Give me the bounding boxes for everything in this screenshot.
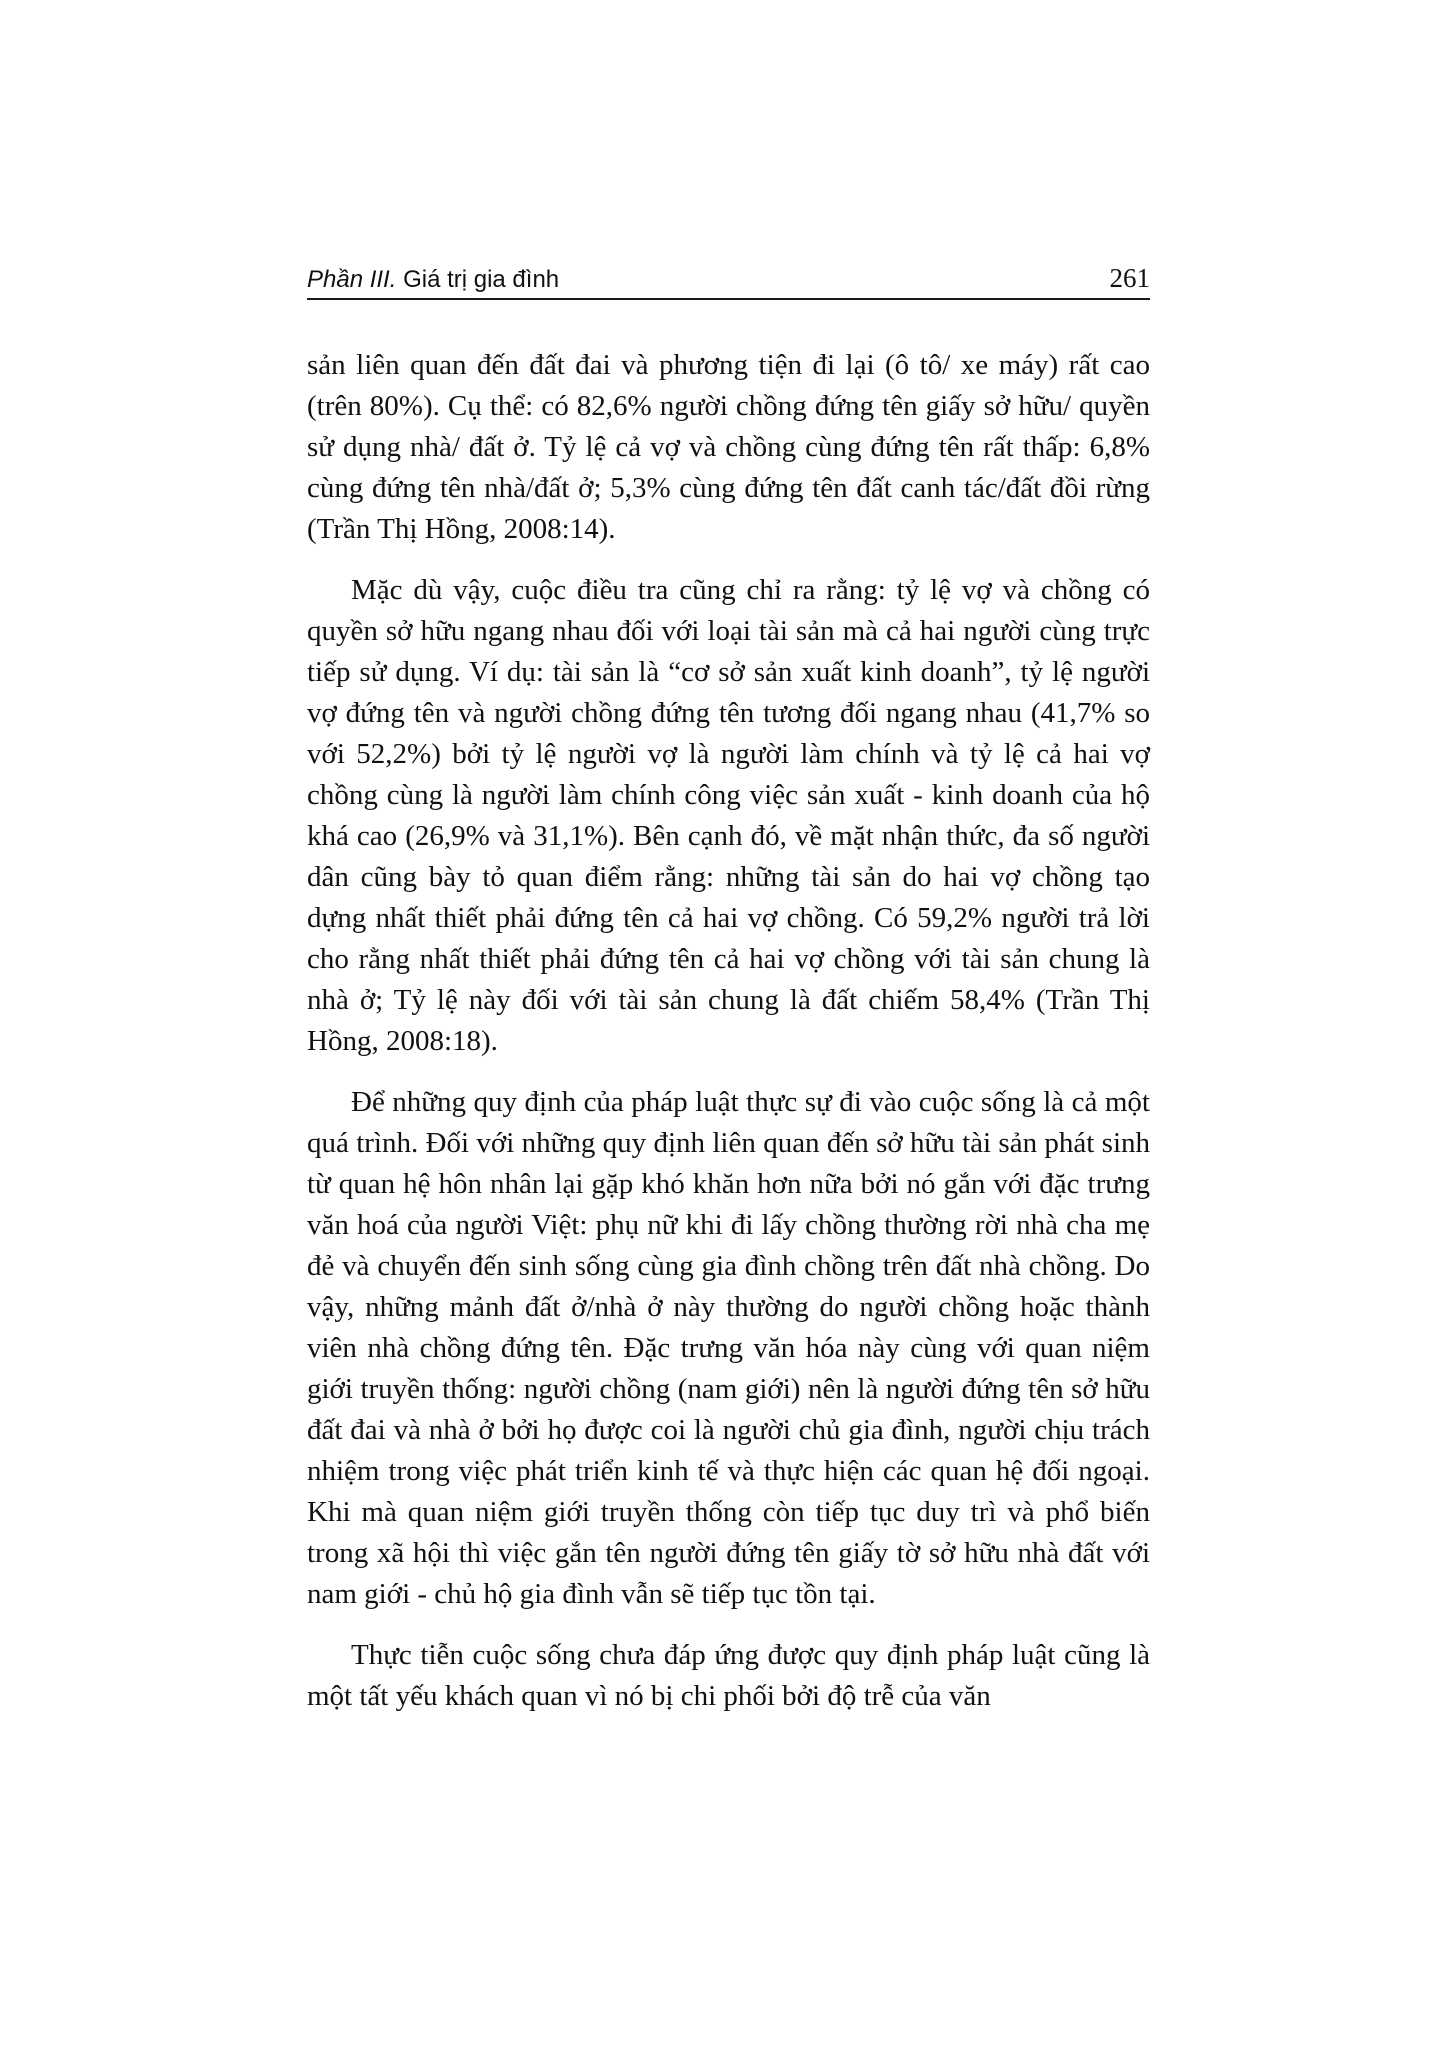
section-label: Phần III. bbox=[307, 266, 397, 293]
paragraph: Mặc dù vậy, cuộc điều tra cũng chỉ ra rằng: tỷ lệ vợ và chồng có quyền sở hữu ngang nhau đối với loại tài sản mà cả hai người cùng trực tiếp sử dụng. Ví dụ: tài sản là “cơ sở sản xuất kinh doanh”, tỷ lệ người vợ đứng tên và người chồng đứng tên tương đối ngang nhau (41,7% so với 52,2%) bởi tỷ lệ người vợ là người làm chính và tỷ lệ cả hai vợ chồng cùng là người làm chính công việc sản xuất - kinh doanh của hộ khá cao (26,9% và 31,1%). Bên cạnh đó, về mặt nhận thức, đa số người dân cũng bày tỏ quan điểm rằng: những tài sản do hai vợ chồng tạo dựng nhất thiết phải đứng tên cả hai vợ chồng. Có 59,2% người trả lời cho rằng nhất thiết phải đứng tên cả hai vợ chồng với tài sản chung là nhà ở; Tỷ lệ này đối với tài sản chung là đất chiếm 58,4% (Trần Thị Hồng, 2008:18). bbox=[307, 574, 1150, 1057]
page-number: 261 bbox=[1109, 263, 1150, 293]
section-title: Giá trị gia đình bbox=[403, 266, 560, 293]
paragraph: Để những quy định của pháp luật thực sự đi vào cuộc sống là cả một quá trình. Đối với những quy định liên quan đến sở hữu tài sản phát sinh từ quan hệ hôn nhân lại gặp khó khăn hơn nữa bởi nó gắn với đặc trưng văn hoá của người Việt: phụ nữ khi đi lấy chồng thường rời nhà cha mẹ đẻ và chuyển đến sinh sống cùng gia đình chồng trên đất nhà chồng. Do vậy, những mảnh đất ở/nhà ở này thường do người chồng hoặc thành viên nhà chồng đứng tên. Đặc trưng văn hóa này cùng với quan niệm giới truyền thống: người chồng (nam giới) nên là người đứng tên sở hữu đất đai và nhà ở bởi họ được coi là người chủ gia đình, người chịu trách nhiệm trong việc phát triển kinh tế và thực hiện các quan hệ đối ngoại. Khi mà quan niệm giới truyền thống còn tiếp tục duy trì và phổ biến trong xã hội thì việc gắn tên người đứng tên giấy tờ sở hữu nhà đất với nam giới - chủ hộ gia đình vẫn sẽ tiếp tục tồn tại. bbox=[307, 1086, 1150, 1610]
running-header bbox=[307, 262, 1150, 300]
paragraph-continued: sản liên quan đến đất đai và phương tiện đi lại (ô tô/ xe máy) rất cao (trên 80%). Cụ thể: có 82,6% người chồng đứng tên giấy sở hữu/ quyền sử dụng nhà/ đất ở. Tỷ lệ cả vợ và chồng cùng đứng tên rất thấp: 6,8% cùng đứng tên nhà/đất ở; 5,3% cùng đứng tên đất canh tác/đất đồi rừng (Trần Thị Hồng, 2008:14). bbox=[307, 349, 1150, 545]
body-text bbox=[307, 345, 1150, 1717]
section-heading bbox=[307, 266, 559, 294]
paragraph: Thực tiễn cuộc sống chưa đáp ứng được quy định pháp luật cũng là một tất yếu khách quan vì nó bị chi phối bởi độ trễ của văn bbox=[307, 1639, 1150, 1712]
